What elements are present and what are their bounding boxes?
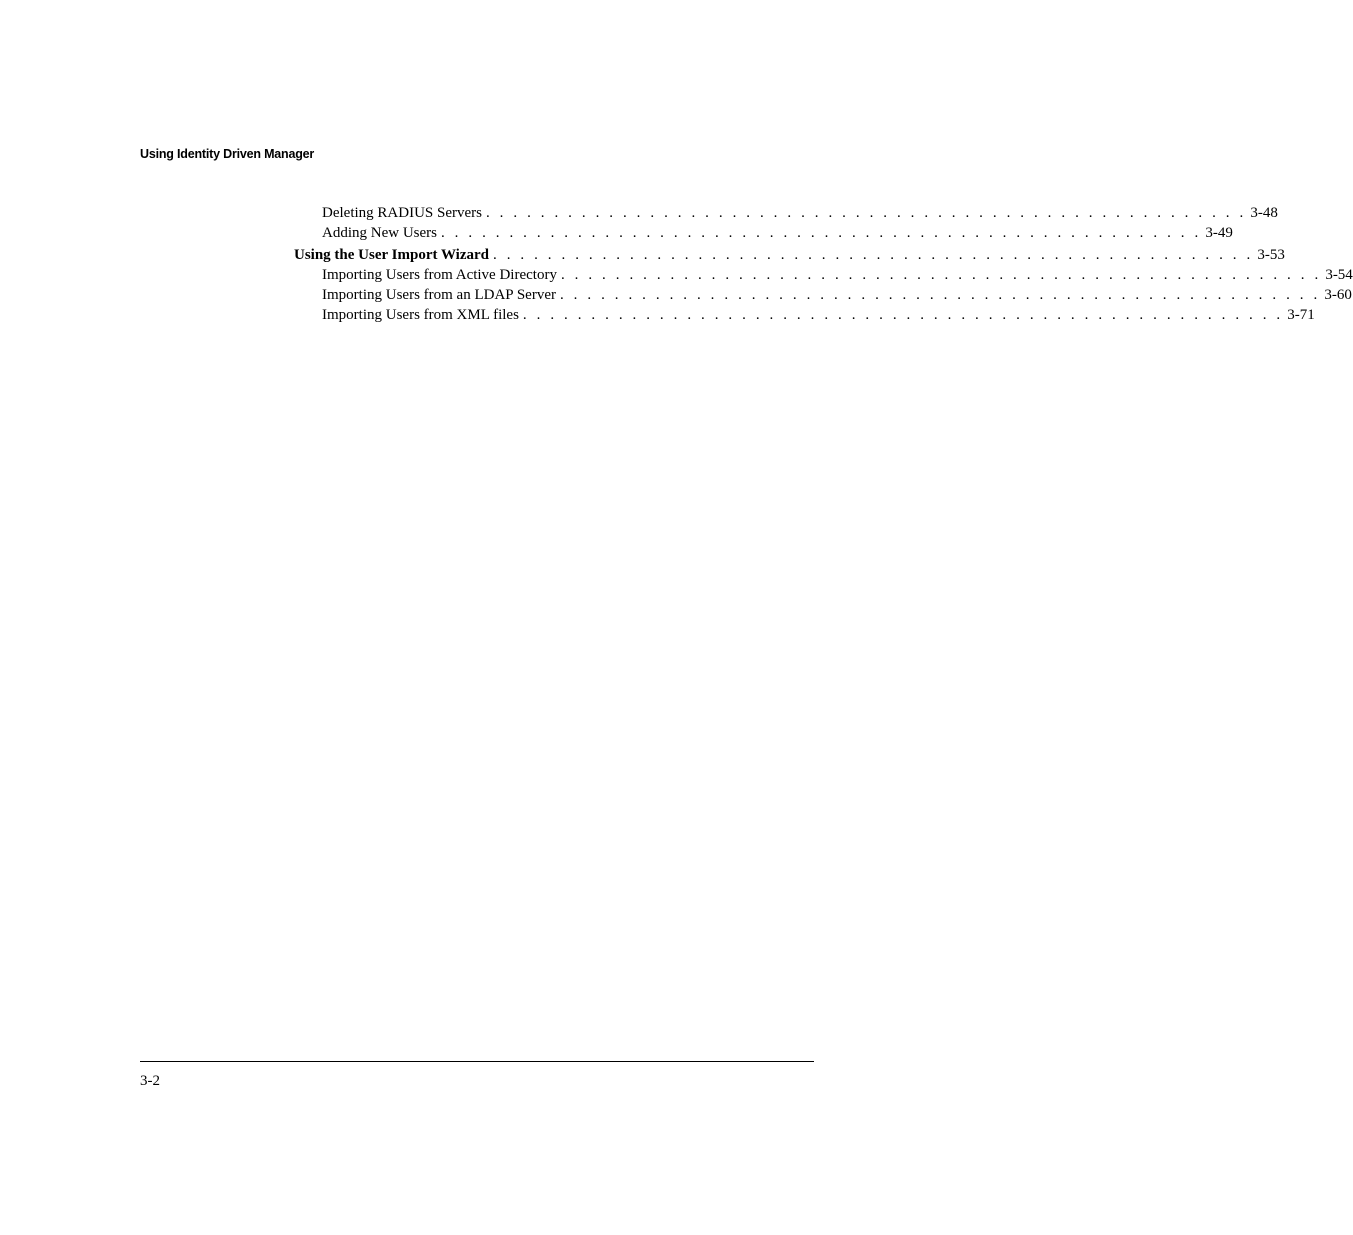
toc-entry-import-ldap-server[interactable] bbox=[322, 285, 1352, 305]
toc-entry-page: 3-71 bbox=[1287, 307, 1315, 323]
toc-dot-leader: . . . . . . . . . . . . . . . . . . . . . . . . . . . . . . . . . . . . . . . . . . . . . . . . . . . . . . . . bbox=[559, 287, 1321, 303]
toc-entry-page: 3-60 bbox=[1324, 287, 1352, 303]
toc-entry-adding-new-users[interactable] bbox=[322, 223, 1233, 243]
toc-entry-title: Adding New Users bbox=[322, 225, 437, 241]
toc-entry-deleting-radius-servers[interactable] bbox=[322, 203, 1278, 223]
toc-entry-page: 3-48 bbox=[1250, 205, 1278, 221]
toc-dot-leader: . . . . . . . . . . . . . . . . . . . . . . . . . . . . . . . . . . . . . . . . . . . . . . . . . . . . . . . . bbox=[493, 247, 1254, 263]
footer-page-number: 3-2 bbox=[140, 1073, 160, 1089]
toc-entry-page: 3-54 bbox=[1325, 267, 1353, 283]
toc-entry-page: 3-49 bbox=[1205, 225, 1233, 241]
toc-dot-leader: . . . . . . . . . . . . . . . . . . . . . . . . . . . . . . . . . . . . . . . . . . . . . . . . . . . . . . . . bbox=[522, 307, 1284, 323]
toc-dot-leader: . . . . . . . . . . . . . . . . . . . . . . . . . . . . . . . . . . . . . . . . . . . . . . . . . . . . . . . . bbox=[485, 205, 1247, 221]
toc-entry-title: Importing Users from Active Directory bbox=[322, 267, 557, 283]
running-header: Using Identity Driven Manager bbox=[140, 147, 315, 161]
toc-dot-leader: . . . . . . . . . . . . . . . . . . . . . . . . . . . . . . . . . . . . . . . . . . . . . . . . . . . . . . . . bbox=[440, 225, 1202, 241]
toc-entry-page: 3-53 bbox=[1257, 247, 1285, 263]
toc-entry-title: Using the User Import Wizard bbox=[294, 247, 489, 263]
toc-entry-import-active-directory[interactable] bbox=[322, 265, 1353, 285]
footer-divider bbox=[140, 1061, 814, 1062]
toc-dot-leader: . . . . . . . . . . . . . . . . . . . . . . . . . . . . . . . . . . . . . . . . . . . . . . . . . . . . . . . . bbox=[560, 267, 1322, 283]
toc-entry-user-import-wizard[interactable] bbox=[294, 245, 1285, 265]
table-of-contents bbox=[0, 0, 1353, 400]
toc-entry-title: Deleting RADIUS Servers bbox=[322, 205, 482, 221]
toc-entry-import-xml-files[interactable] bbox=[322, 305, 1315, 325]
toc-entry-title: Importing Users from an LDAP Server bbox=[322, 287, 556, 303]
toc-entry-title: Importing Users from XML files bbox=[322, 307, 519, 323]
